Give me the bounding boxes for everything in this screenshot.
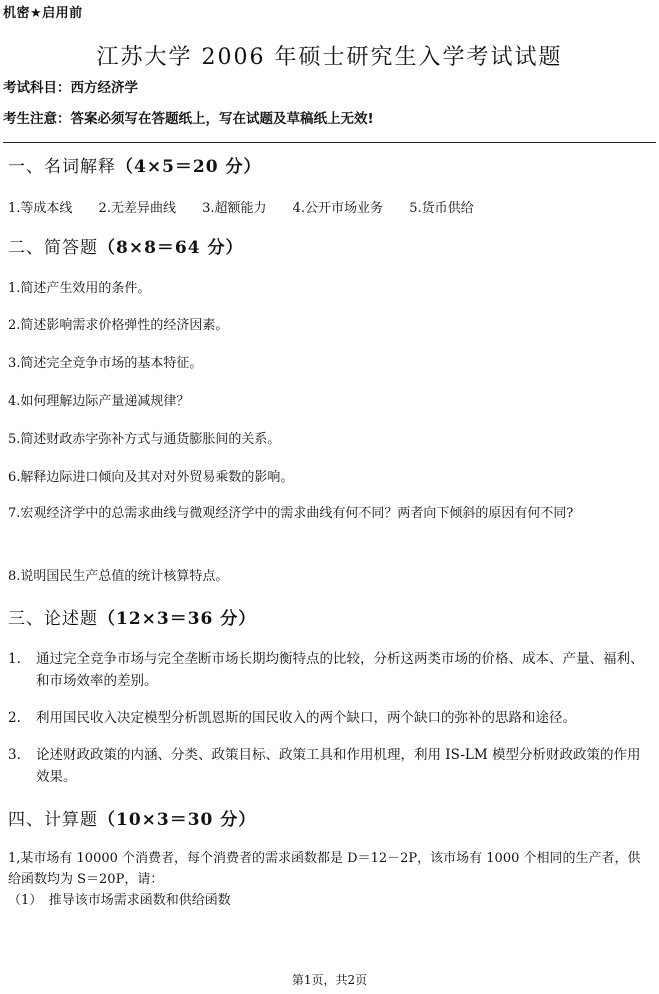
short-answer-question: 4.如何理解边际产量递减规律？ (8, 394, 190, 409)
essay-question (8, 707, 649, 729)
section-divider (3, 142, 656, 143)
question-text: 利用国民收入决定模型分析凯恩斯的国民收入的两个缺口，两个缺口的弥补的思路和途径。 (36, 710, 576, 726)
short-answer-question: 6.解释边际进口倾向及其对对外贸易乘数的影响。 (8, 470, 294, 485)
term-item: 5.货币供给 (409, 201, 474, 216)
exam-subject: 考试科目：西方经济学 (3, 80, 138, 96)
term-item: 4.公开市场业务 (292, 201, 384, 216)
section-2-heading (8, 233, 243, 258)
question-number: 1. (8, 651, 21, 667)
term-item: 1.等成本线 (8, 201, 73, 216)
short-answer-question: 2.简述影响需求价格弹性的经济因素。 (8, 318, 229, 333)
section-1-heading (8, 152, 261, 177)
section-4-score: （10×3＝30 分） (98, 810, 257, 830)
section-3-title: 三、论述题 (8, 609, 98, 629)
essay-question (8, 744, 649, 788)
calculation-question: 1,某市场有 10000 个消费者，每个消费者的需求函数都是 D＝12－2P，该市场有 1000 个相同的生产者，供给函数均为 S＝20P，请： (8, 851, 641, 887)
section-3-heading (8, 604, 256, 629)
essay-question (8, 648, 649, 692)
question-text: 通过完全竞争市场与完全垄断市场长期均衡特点的比较，分析这两类市场的价格、成本、产量、福利、和市场效率的差别。 (36, 651, 644, 689)
question-text: 论述财政政策的内涵、分类、政策目标、政策工具和作用机理，利用 IS-LM 模型分析财政政策的作用效果。 (36, 747, 641, 785)
question-number: 2. (8, 710, 21, 726)
short-answer-question: 5.简述财政赤字弥补方式与通货膨胀间的关系。 (8, 432, 281, 447)
page-number: 第1页，共2页 (291, 973, 368, 987)
exam-title: 江苏大学 2006 年硕士研究生入学考试试题 (96, 45, 563, 70)
section-3-score: （12×3＝36 分） (98, 609, 257, 629)
section-4-heading (8, 805, 256, 830)
section-2-title: 二、简答题 (8, 238, 98, 258)
short-answer-question: 8.说明国民生产总值的统计核算特点。 (8, 569, 229, 584)
term-item: 3.超额能力 (202, 201, 267, 216)
question-number: 3. (8, 747, 21, 763)
section-4-title: 四、计算题 (8, 810, 98, 830)
short-answer-question: 7.宏观经济学中的总需求曲线与微观经济学中的需求曲线有何不同？两者向下倾斜的原因有何不同? (8, 506, 574, 521)
term-item: 2.无差异曲线 (98, 201, 176, 216)
term-list (8, 197, 496, 216)
section-1-score: （4×5＝20 分） (116, 157, 262, 177)
short-answer-question: 1.简述产生效用的条件。 (8, 281, 151, 296)
section-1-title: 一、名词解释 (8, 157, 116, 177)
section-2-score: （8×8＝64 分） (98, 238, 244, 258)
sub-question: （1） 推导该市场需求函数和供给函数 (8, 893, 231, 908)
exam-notice: 考生注意：答案必须写在答题纸上，写在试题及草稿纸上无效! (3, 111, 374, 127)
confidential-mark: 机密★启用前 (3, 6, 83, 21)
short-answer-question: 3.简述完全竞争市场的基本特征。 (8, 356, 203, 371)
